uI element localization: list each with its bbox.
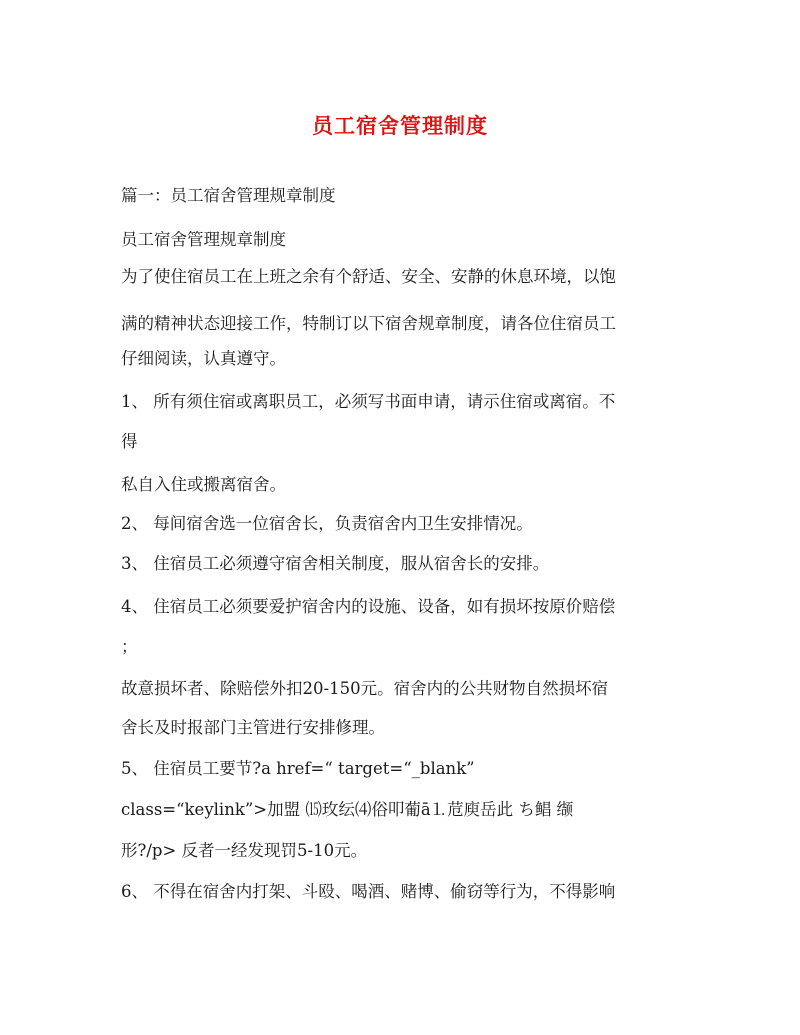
section-heading: 篇一：员工宿舍管理规章制度	[121, 186, 336, 205]
paragraph-line: 仔细阅读，认真遵守。	[121, 349, 286, 368]
rule-item-5: 5、 住宿员工要节?a href=“ target=“_blank”	[121, 759, 475, 778]
rule-item-4-cont: ；	[121, 637, 138, 656]
rule-item-5-cont: class=“keylink”>加盟 ⒂玫纭⑷俗叩葡ā⒈苊庾岳此 ち鲳 缬	[121, 800, 574, 819]
rule-item-1-cont: 私自入住或搬离宿舍。	[121, 475, 286, 494]
rule-item-4: 4、 住宿员工必须要爱护宿舍内的设施、设备，如有损坏按原价赔偿	[121, 597, 616, 616]
rule-item-5-cont: 形?/p> 反者一经发现罚5-10元。	[121, 841, 368, 860]
document-title: 员工宿舍管理制度	[312, 113, 488, 138]
rule-item-4-cont: 舍长及时报部门主管进行安排修理。	[121, 718, 385, 737]
paragraph-line: 满的精神状态迎接工作，特制订以下宿舍规章制度，请各位住宿员工	[121, 314, 616, 333]
rule-item-3: 3、 住宿员工必须遵守宿舍相关制度，服从宿舍长的安排。	[121, 554, 550, 573]
rule-item-6: 6、 不得在宿舍内打架、斗殴、喝酒、赌博、偷窃等行为，不得影响	[121, 882, 616, 901]
paragraph-line: 为了使住宿员工在上班之余有个舒适、安全、安静的休息环境，以饱	[121, 267, 616, 286]
rule-item-4-cont: 故意损坏者、除赔偿外扣20-150元。宿舍内的公共财物自然损坏宿	[121, 679, 609, 698]
rule-item-1: 1、 所有须住宿或离职员工，必须写书面申请，请示住宿或离宿。不	[121, 392, 616, 411]
rule-item-1-cont: 得	[121, 432, 138, 451]
subtitle: 员工宿舍管理规章制度	[121, 230, 286, 249]
rule-item-2: 2、 每间宿舍选一位宿舍长，负责宿舍内卫生安排情况。	[121, 514, 533, 533]
